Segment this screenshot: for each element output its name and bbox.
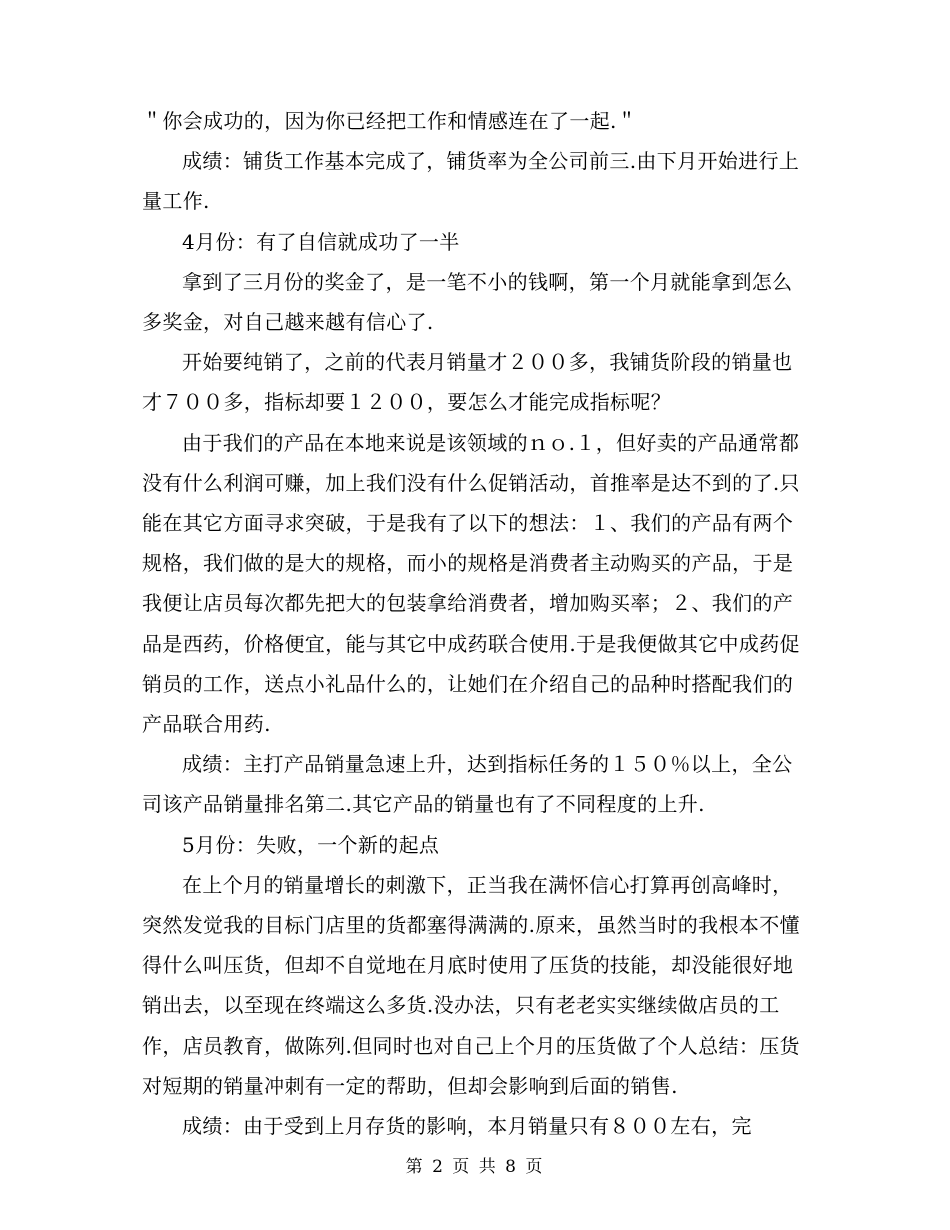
paragraph-result-march: 成绩：铺货工作基本完成了，铺货率为全公司前三.由下月开始进行上量工作.: [142, 149, 800, 214]
heading-may: 5月份：失败，一个新的起点: [182, 832, 440, 857]
document-body: [142, 101, 812, 1146]
page-number-footer: 第 2 页 共 8 页: [405, 1157, 545, 1177]
heading-april: 4月份：有了自信就成功了一半: [182, 229, 460, 254]
paragraph-strategy: 由于我们的产品在本地来说是该领域的ｎｏ.１，但好卖的产品通常都没有什么利润可赚，加上我们没有什么促销活动，首推率是达不到的了.只能在其它方面寻求突破，于是我有了以下的想法：１、我们的产品有两个规格，我们做的是大的规格，而小的规格是消费者主动购买的产品，于是我便让店员每次都先把大的包装拿给消费者，增加购买率；２、我们的产品是西药，价格便宜，能与其它中成药联合使用.于是我便做其它中成药促销员的工作，送点小礼品什么的，让她们在介绍自己的品种时搭配我们的产品联合用药.: [142, 430, 800, 737]
paragraph-quote: ＂你会成功的，因为你已经把工作和情感连在了一起.＂: [142, 109, 638, 133]
paragraph-result-may: 成绩：由于受到上月存货的影响，本月销量只有８００左右，完: [182, 1114, 752, 1139]
paragraph-result-april: 成绩：主打产品销量急速上升，达到指标任务的１５０％以上，全公司该产品销量排名第二.其它产品的销量也有了不同程度的上升.: [142, 752, 793, 817]
paragraph-sales-target: 开始要纯销了，之前的代表月销量才２００多，我铺货阶段的销量也才７００多，指标却要１２００，要怎么才能完成指标呢？: [142, 350, 793, 415]
paragraph-overstock: 在上个月的销量增长的刺激下，正当我在满怀信心打算再创高峰时，突然发觉我的目标门店里的货都塞得满满的.原来，虽然当时的我根本不懂得什么叫压货，但却不自觉地在月底时使用了压货的技能，却没能很好地销出去，以至现在终端这么多货.没办法，只有老老实实继续做店员的工作，店员教育，做陈列.但同时也对自己上个月的压货做了个人总结：压货对短期的销量冲刺有一定的帮助，但却会影响到后面的销售.: [142, 872, 800, 1098]
paragraph-bonus: 拿到了三月份的奖金了，是一笔不小的钱啊，第一个月就能拿到怎么多奖金，对自己越来越有信心了.: [142, 269, 793, 335]
